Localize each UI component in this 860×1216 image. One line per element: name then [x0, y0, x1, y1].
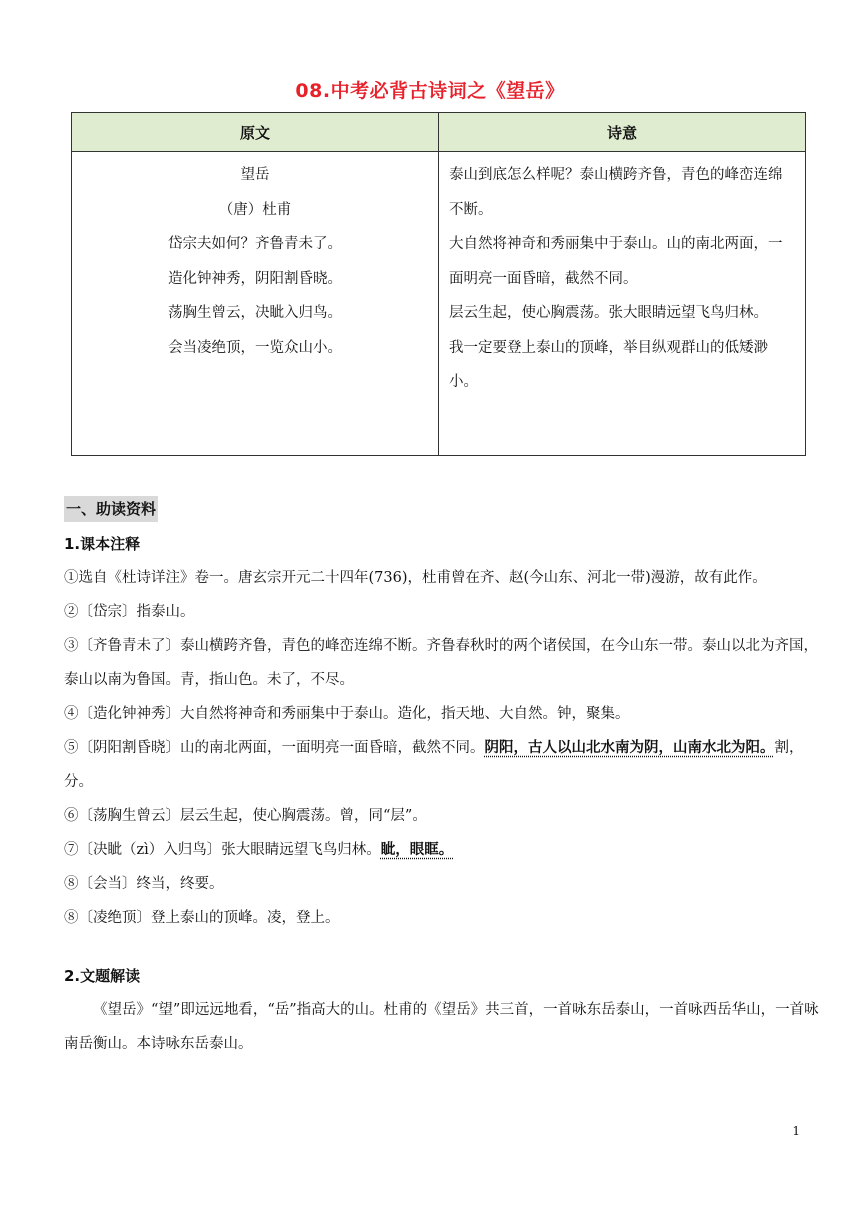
- meaning-line: 泰山到底怎么样呢？泰山横跨齐鲁，青色的峰峦连绵不断。: [449, 167, 783, 218]
- subheading-interpretation: 2.文题解读: [64, 967, 141, 985]
- reading-section: [64, 493, 824, 1061]
- meaning-line: 大自然将神奇和秀丽集中于泰山。山的南北两面，一面明亮一面昏暗，截然不同。: [449, 236, 783, 287]
- note-text: ⑦〔决眦（zì）入归鸟〕张大眼睛远望飞鸟归林。: [64, 842, 381, 858]
- note-item: ③〔齐鲁青未了〕泰山横跨齐鲁，青色的峰峦连绵不断。齐鲁春秋时的两个诸侯国，在今山东一带。泰山以北为齐国，泰山以南为鲁国。青，指山色。未了，不尽。: [64, 638, 818, 688]
- header-original: 原文: [72, 113, 439, 152]
- note-item: ⑧〔凌绝顶〕登上泰山的顶峰。凌，登上。: [64, 910, 340, 926]
- note-highlight: 眦，眼眶。: [380, 842, 454, 858]
- poem-title: 望岳: [240, 167, 270, 183]
- document-title: 08.中考必背古诗词之《望岳》: [295, 80, 565, 102]
- note-item: [64, 731, 824, 799]
- note-item: [64, 833, 824, 867]
- meaning-line: 我一定要登上泰山的顶峰，举目纵观群山的低矮渺小。: [449, 339, 768, 390]
- header-meaning: 诗意: [439, 113, 806, 152]
- poem-author: （唐）杜甫: [218, 201, 292, 218]
- section-heading: 一、助读资料: [64, 496, 158, 522]
- note-item: ④〔造化钟神秀〕大自然将神奇和秀丽集中于泰山。造化，指天地、大自然。钟，聚集。: [64, 706, 630, 722]
- meaning-line: 层云生起，使心胸震荡。张大眼睛远望飞鸟归林。: [449, 305, 768, 321]
- poem-line: 荡胸生曾云，决眦入归鸟。: [168, 305, 342, 321]
- note-tail: 割，分。: [64, 740, 804, 790]
- note-item: ⑧〔会当〕终当，终要。: [64, 876, 224, 892]
- note-highlight: 阴阳，古人以山北水南为阴，山南水北为阳。: [484, 740, 775, 756]
- subheading-notes: 1.课本注释: [64, 535, 141, 553]
- poem-table: [71, 112, 806, 456]
- poem-line: 会当凌绝顶，一览众山小。: [168, 339, 342, 356]
- note-item: ②〔岱宗〕指泰山。: [64, 604, 195, 620]
- note-item: ①选自《杜诗详注》卷一。唐玄宗开元二十四年(736)，杜甫曾在齐、赵(今山东、河北一带)漫游，故有此作。: [64, 570, 767, 586]
- interpretation-paragraph: 《望岳》“望”即远远地看，“岳”指高大的山。杜甫的《望岳》共三首，一首咏东岳泰山，一首咏西岳华山，一首咏南岳衡山。本诗咏东岳泰山。: [64, 1002, 819, 1052]
- poem-line: 造化钟神秀，阴阳割昏晓。: [168, 270, 342, 287]
- page-number: 1: [792, 1124, 800, 1138]
- note-text: ⑤〔阴阳割昏晓〕山的南北两面，一面明亮一面昏暗，截然不同。: [64, 740, 485, 756]
- spacer: [64, 935, 824, 959]
- original-cell: [72, 152, 439, 456]
- meaning-cell: [439, 152, 806, 456]
- poem-line: 岱宗夫如何？齐鲁青未了。: [168, 236, 342, 252]
- note-item: ⑥〔荡胸生曾云〕层云生起，使心胸震荡。曾，同“层”。: [64, 808, 427, 824]
